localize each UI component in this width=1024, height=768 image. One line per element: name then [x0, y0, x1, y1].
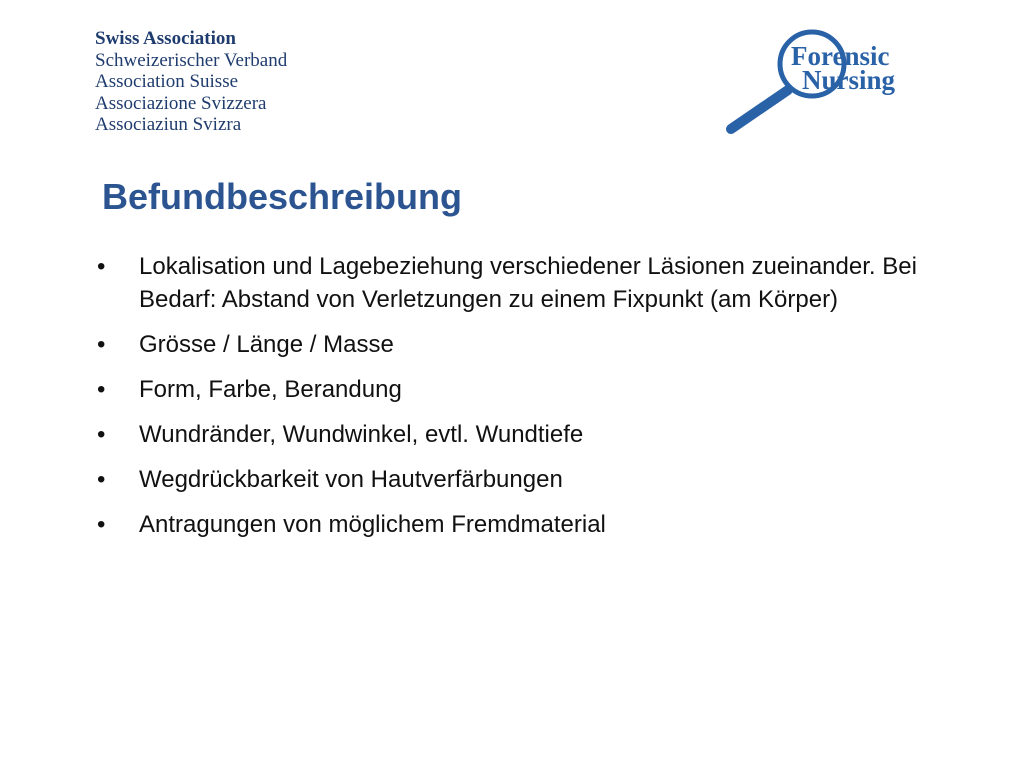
bullet-item: [97, 463, 917, 496]
bullet-text: • Antragungen von möglichem Fremdmaterial: [139, 511, 606, 538]
bullet-list: [97, 250, 917, 553]
logo-line-2: Nursing: [802, 65, 896, 95]
association-line-en: Swiss Association: [95, 28, 236, 49]
slide-title: Befundbeschreibung: [102, 176, 463, 217]
bullet-text: • Wegdrückbarkeit von Hautverfärbungen: [139, 466, 563, 493]
association-line-it: Associazione Svizzera: [95, 92, 267, 114]
bullet-item: [97, 418, 917, 451]
logo-line-1: Forensic: [791, 41, 890, 71]
bullet-text: • Form, Farbe, Berandung: [139, 376, 402, 403]
bullet-text: • Lokalisation und Lagebeziehung verschiedener Läsionen zueinander. Bei Bedarf: Abstand von Verletzungen zu einem Fixpunkt (am Körper): [139, 253, 917, 313]
forensic-nursing-logo: [724, 26, 924, 138]
association-name-block: [95, 28, 287, 136]
association-line-rm: Associaziun Svizra: [95, 114, 242, 135]
bullet-item: [97, 508, 917, 541]
bullet-text: • Wundränder, Wundwinkel, evtl. Wundtiefe: [139, 421, 584, 448]
bullet-text: • Grösse / Länge / Masse: [139, 331, 394, 358]
association-line-fr: Association Suisse: [95, 71, 239, 92]
bullet-item: [97, 328, 917, 361]
bullet-item: [97, 250, 917, 316]
bullet-item: [97, 373, 917, 406]
association-line-de: Schweizerischer Verband: [95, 49, 288, 71]
